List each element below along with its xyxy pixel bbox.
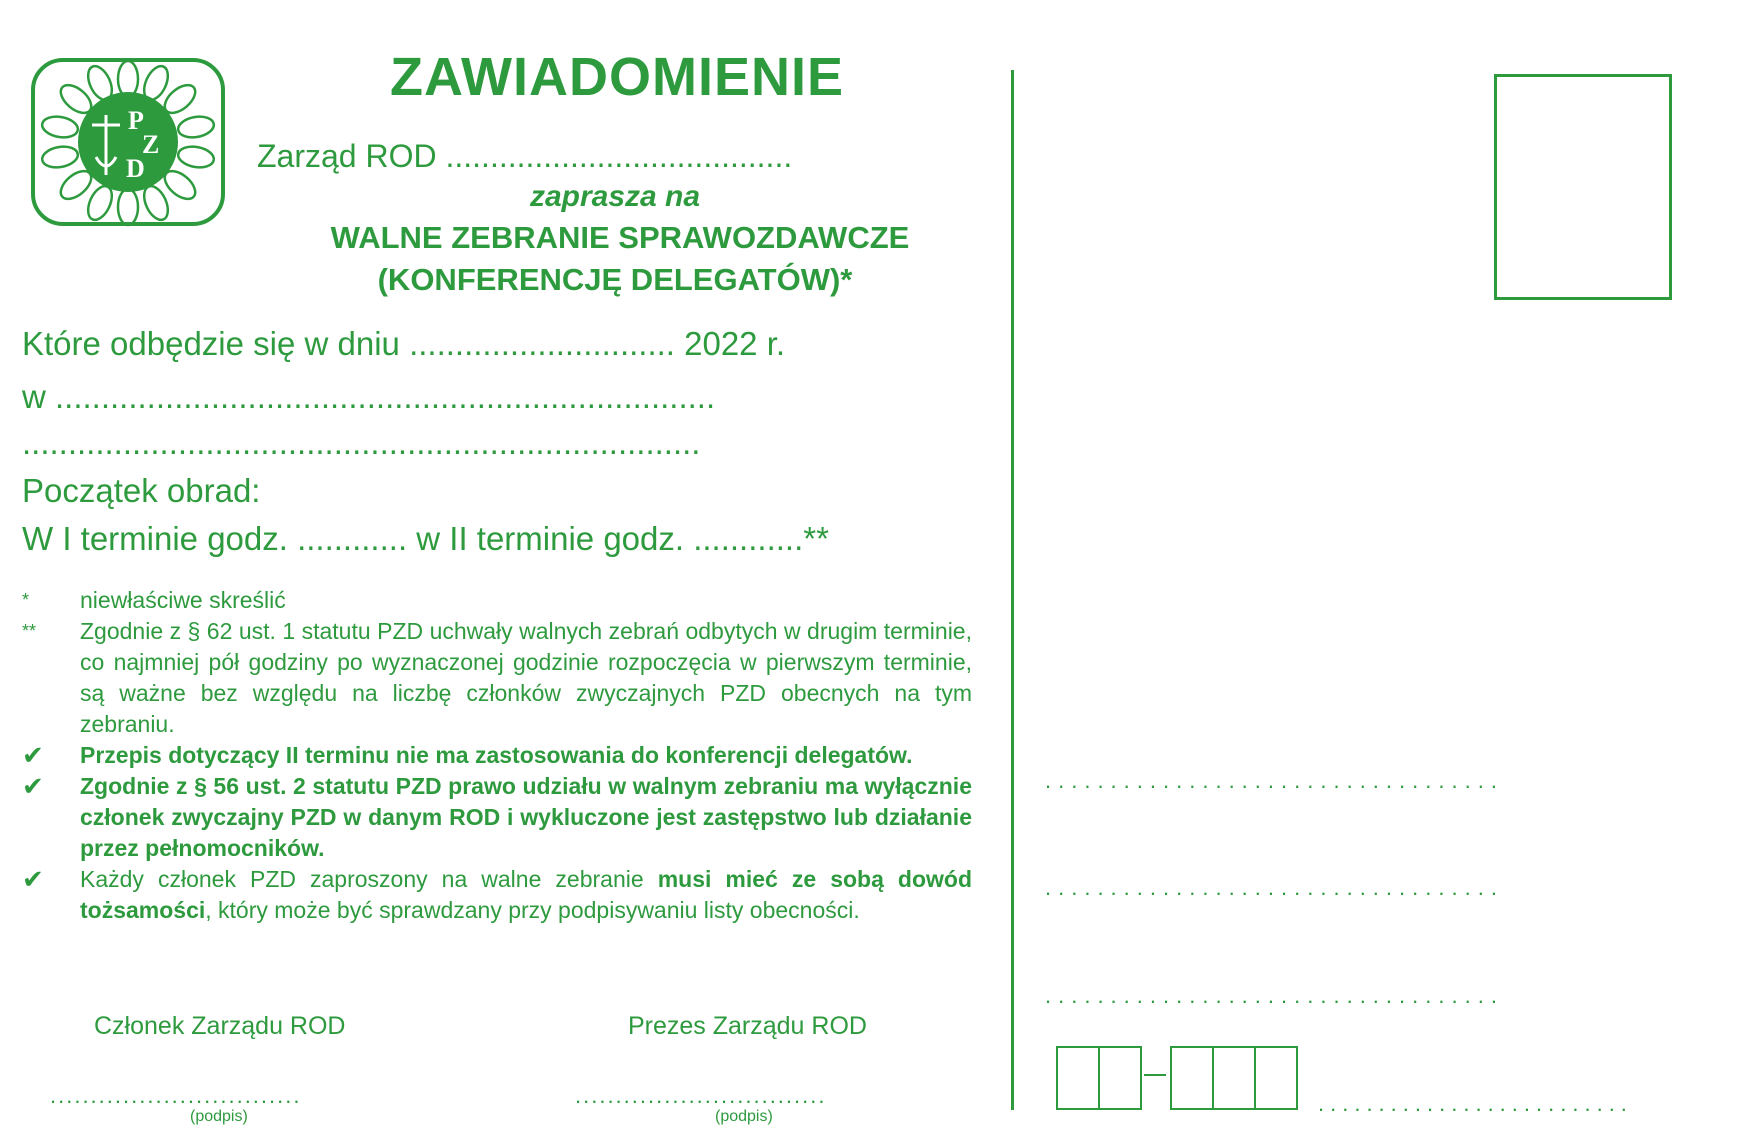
note-item [22, 585, 972, 616]
logo-letter-z: Z [142, 130, 160, 159]
date-field: Które odbędzie się w dniu ............................. 2022 r. [22, 325, 786, 362]
note-item [22, 864, 972, 926]
asterisk-mark: * [22, 590, 30, 610]
start-label: Początek obrad: [22, 472, 261, 509]
logo-letter-p: P [128, 106, 144, 135]
note-text [80, 864, 972, 926]
place-field-1: w ........................................................................ [22, 378, 716, 415]
vertical-divider [1011, 70, 1014, 1110]
note-text: Przepis dotyczący II terminu nie ma zastosowania do konferencji delegatów. [80, 742, 913, 768]
board-president-label: Prezes Zarządu ROD [628, 1012, 867, 1040]
note-text-part: Każdy członek PZD zaproszony na walne zebranie [80, 866, 658, 892]
board-member-label: Członek Zarządu ROD [94, 1012, 346, 1040]
page-title: ZAWIADOMIENIE [390, 47, 844, 107]
note-text: niewłaściwe skreślić [80, 587, 286, 613]
place-field-2: .......................................................................... [22, 424, 701, 461]
zarzad-rod-field: Zarząd ROD ....................................... [257, 138, 793, 174]
note-item [22, 616, 972, 740]
meeting-title: WALNE ZEBRANIE SPRAWOZDAWCZE [330, 220, 910, 255]
stamp-box [1494, 74, 1672, 300]
postal-digit-box [1098, 1046, 1142, 1110]
note-text: Zgodnie z § 56 ust. 2 statutu PZD prawo udziału w walnym zebraniu ma wyłącznie członek zwyczajny PZD w danym ROD i wykluczone jest zastępstwo lub działanie przez pełnomocników. [80, 773, 972, 861]
invite-text: zaprasza na [529, 180, 701, 213]
checkmark-icon: ✔ [22, 864, 44, 894]
postal-digit-box [1254, 1046, 1298, 1110]
notes-list [22, 585, 972, 926]
postal-digit-box [1056, 1046, 1100, 1110]
terms-field: W I terminie godz. ............ w II terminie godz. ............** [22, 520, 829, 557]
board-president-signature-line: ............................... [575, 1083, 827, 1108]
note-text: Zgodnie z § 62 ust. 1 statutu PZD uchwały walnych zebrań odbytych w drugim terminie, co najmniej pół godziny po wyznaczonej godzinie rozpoczęcia w pierwszym terminie, są ważne bez względu na liczbę członków zwyczajnych PZD obecnych na tym zebraniu. [80, 618, 972, 737]
logo-letter-d: D [126, 154, 145, 183]
note-item [22, 740, 972, 771]
address-line-2: ................................... [1045, 875, 1504, 900]
note-item [22, 771, 972, 864]
checkmark-icon: ✔ [22, 740, 44, 770]
address-line-1: ................................... [1045, 768, 1504, 793]
postal-digit-box [1212, 1046, 1256, 1110]
note-text-part: , który może być sprawdzany przy podpisywaniu listy obecności. [205, 897, 860, 923]
city-line: .......................... [1318, 1091, 1633, 1116]
meeting-subtitle: (KONFERENCJĘ DELEGATÓW)* [377, 262, 853, 297]
postal-dash [1144, 1074, 1166, 1076]
signature-caption: (podpis) [715, 1108, 773, 1125]
board-member-signature-line: ............................... [50, 1083, 302, 1108]
postal-digit-box [1170, 1046, 1214, 1110]
double-asterisk-mark: ** [22, 621, 37, 641]
signature-caption: (podpis) [190, 1108, 248, 1125]
note-text-emphasis: musi mieć ze sobą dowód tożsamości [80, 866, 972, 923]
address-line-3: ................................... [1045, 983, 1504, 1008]
checkmark-icon: ✔ [22, 771, 44, 801]
